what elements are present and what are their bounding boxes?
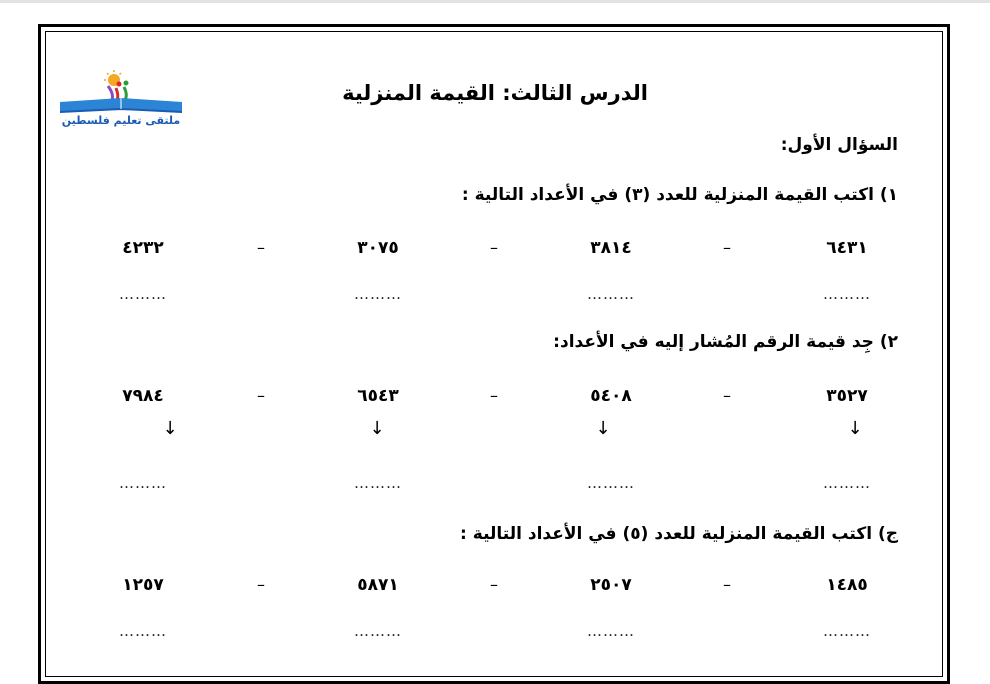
down-arrow-icon: ↓ — [847, 418, 863, 439]
separator: – — [257, 386, 265, 405]
q3-number-1: ١٤٨٥ — [826, 575, 868, 595]
q2-number-1: ٣٥٢٧ — [826, 386, 868, 406]
answer-blank[interactable]: ……… — [587, 474, 635, 492]
q3-number-4: ١٢٥٧ — [122, 575, 164, 595]
top-bar — [0, 0, 990, 3]
q1-answers-row — [0, 285, 990, 309]
q1-numbers-row — [0, 238, 990, 262]
q1-label: ١) اكتب القيمة المنزلية للعدد (٣) في الأعداد التالية : — [461, 185, 898, 205]
separator: – — [257, 575, 265, 594]
answer-blank[interactable]: ……… — [354, 622, 402, 640]
down-arrow-icon: ↓ — [162, 418, 178, 439]
answer-blank[interactable]: ……… — [119, 285, 167, 303]
answer-blank[interactable]: ……… — [587, 622, 635, 640]
separator: – — [723, 238, 731, 257]
answer-blank[interactable]: ……… — [823, 474, 871, 492]
q3-label: ج) اكتب القيمة المنزلية للعدد (٥) في الأعداد التالية : — [460, 524, 898, 544]
q3-answers-row — [0, 622, 990, 646]
q1-number-4: ٤٢٣٢ — [122, 238, 164, 258]
answer-blank[interactable]: ……… — [119, 622, 167, 640]
down-arrow-icon: ↓ — [369, 418, 385, 439]
answer-blank[interactable]: ……… — [823, 622, 871, 640]
q2-number-4: ٧٩٨٤ — [122, 386, 164, 406]
page-title-text: الدرس الثالث: القيمة المنزلية — [342, 81, 648, 105]
answer-blank[interactable]: ……… — [119, 474, 167, 492]
q2-number-2: ٥٤٠٨ — [590, 386, 632, 406]
answer-blank[interactable]: ……… — [587, 285, 635, 303]
down-arrow-icon: ↓ — [595, 418, 611, 439]
q1-number-3: ٣٠٧٥ — [357, 238, 399, 258]
separator: – — [723, 575, 731, 594]
answer-blank[interactable]: ……… — [823, 285, 871, 303]
separator: – — [490, 238, 498, 257]
q2-label: ٢) جِد قيمة الرقم المُشار إليه في الأعداد: — [553, 332, 898, 352]
separator: – — [490, 386, 498, 405]
separator: – — [723, 386, 731, 405]
logo-text: ملتقى تعليم فلسطين — [61, 114, 181, 127]
q3-numbers-row — [0, 575, 990, 599]
q3-number-3: ٥٨٧١ — [357, 575, 399, 595]
answer-blank[interactable]: ……… — [354, 285, 402, 303]
page-title — [0, 81, 990, 105]
q1-number-2: ٣٨١٤ — [590, 238, 632, 258]
q3-number-2: ٢٥٠٧ — [590, 575, 632, 595]
separator: – — [257, 238, 265, 257]
q2-number-3: ٦٥٤٣ — [357, 386, 399, 406]
q2-numbers-row — [0, 386, 990, 410]
q1-number-1: ٦٤٣١ — [826, 238, 868, 258]
q2-answers-row — [0, 474, 990, 498]
separator: – — [490, 575, 498, 594]
answer-blank[interactable]: ……… — [354, 474, 402, 492]
question-heading: السؤال الأول: — [780, 135, 898, 155]
q2-arrows-row — [0, 418, 990, 442]
